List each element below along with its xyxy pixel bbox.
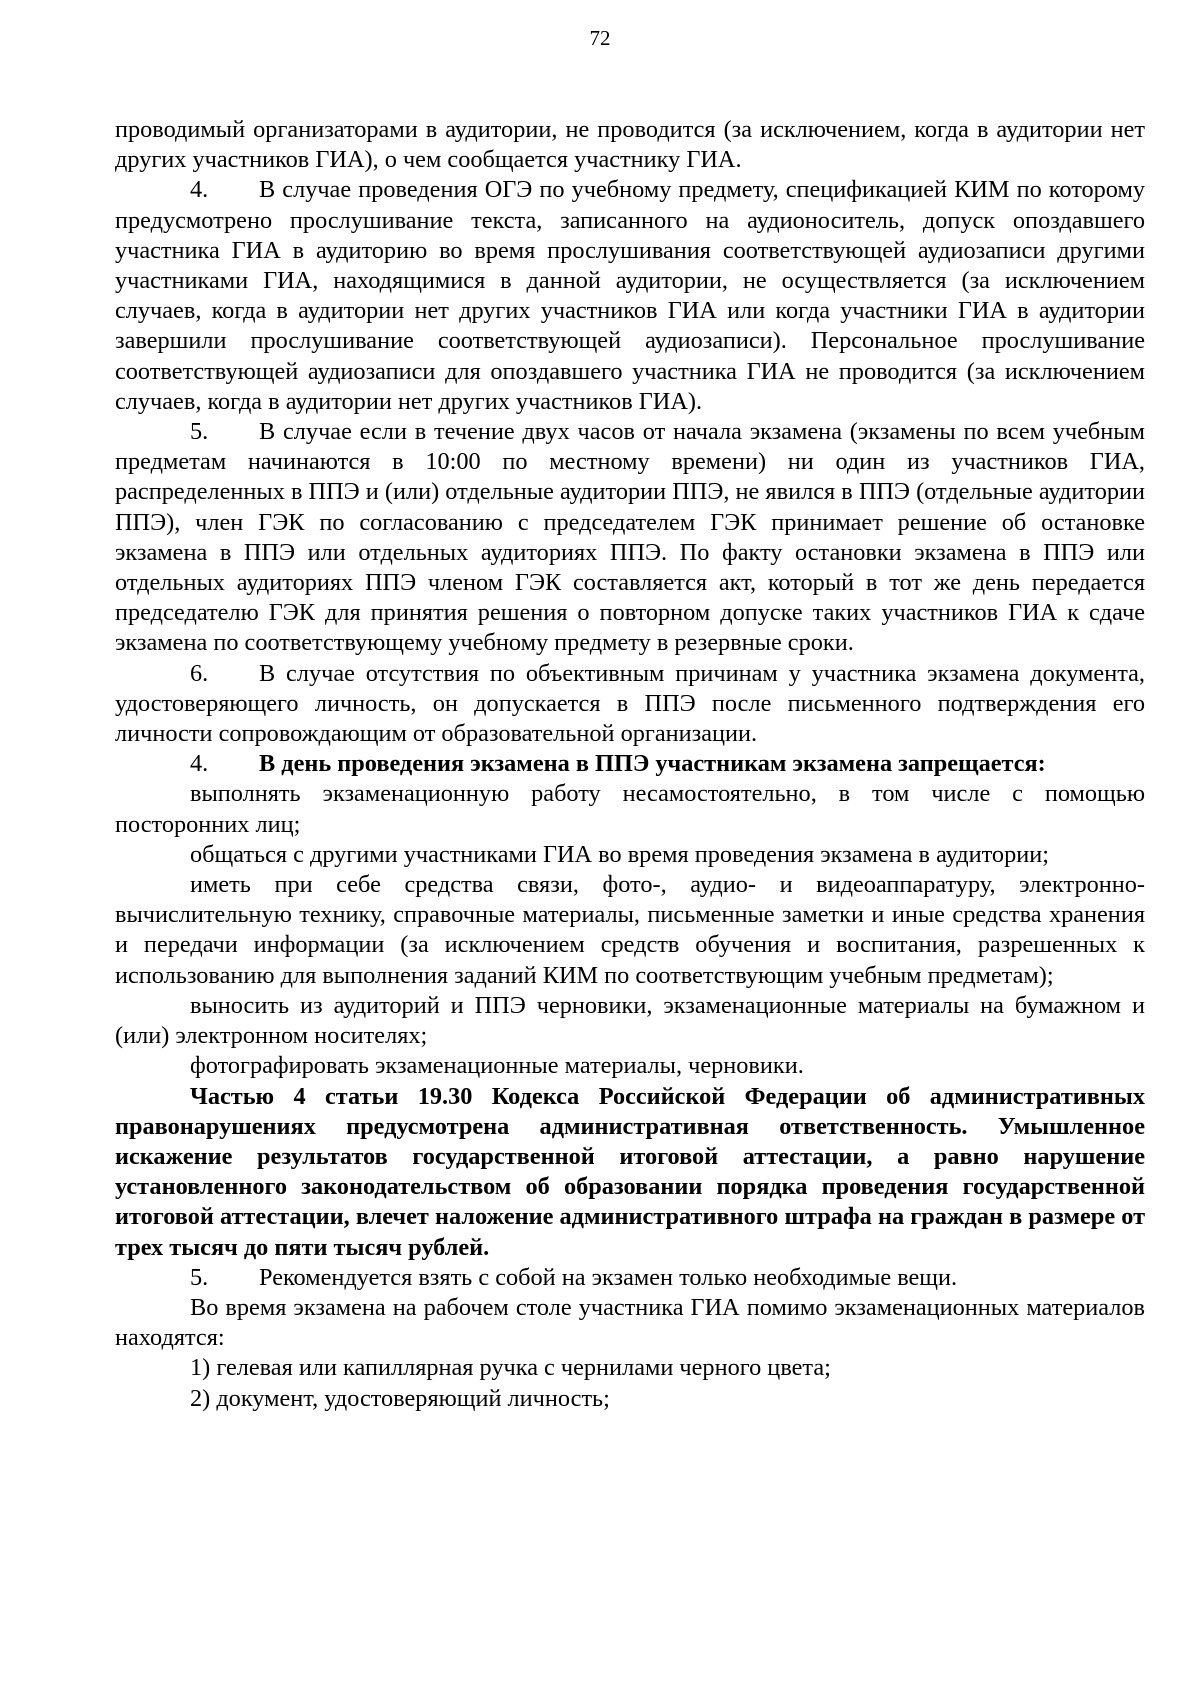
prohibition-item: общаться с другими участниками ГИА во время проведения экзамена в аудитории; (190, 840, 1049, 868)
item-number: 6. (190, 659, 209, 687)
paragraph-text: В случае проведения ОГЭ по учебному предмету, спецификацией КИМ по которому предусмотрено прослушивание текста, записанного на аудионоситель, допуск опоздавшего участника ГИА в аудиторию во время прослушивания соответствующей аудиозаписи другими участниками ГИА, находящимися в данной аудитории, не осуществляется (за исключением случаев, когда в аудитории нет других участников ГИА или когда участники ГИА в аудитории завершили прослушивание соответствующей аудиозаписи). Персональное прослушивание соответствующей аудиозаписи для опоздавшего участника ГИА не проводится (за исключением случаев, когда в аудитории нет других участников ГИА). (115, 176, 1145, 415)
paragraph-item-5-exam-stop (115, 417, 1145, 659)
paragraph-item-5-recommendation (115, 1263, 1145, 1293)
prohibition-item: выполнять экзаменационную работу несамостоятельно, в том числе с помощью посторонних лиц; (115, 780, 1145, 838)
prohibitions-heading: В день проведения экзамена в ППЭ участникам экзамена запрещается: (259, 750, 1046, 778)
paragraph-item-4-prohibitions-heading (115, 749, 1145, 779)
desk-item: 2) документ, удостоверяющий личность; (190, 1384, 610, 1412)
document-body (115, 115, 1145, 1414)
paragraph-continuation: проводимый организаторами в аудитории, не проводится (за исключением, когда в аудитории нет других участников ГИА), о чем сообщается участнику ГИА. (115, 116, 1145, 174)
paragraph-text: Рекомендуется взять с собой на экзамен только необходимые вещи. (259, 1263, 958, 1291)
item-number: 4. (190, 176, 209, 204)
prohibition-item: фотографировать экзаменационные материалы, черновики. (190, 1052, 804, 1080)
item-number: 5. (190, 1263, 209, 1291)
desk-items-intro: Во время экзамена на рабочем столе участника ГИА помимо экзаменационных материалов находятся: (115, 1293, 1145, 1352)
paragraph-text: В случае отсутствия по объективным причинам у участника экзамена документа, удостоверяющего личность, он допускается в ППЭ после письменного подтверждения его личности сопровождающим от образовательной организации. (115, 659, 1145, 748)
prohibition-item: выносить из аудиторий и ППЭ черновики, экзаменационные материалы на бумажном и (или) электронном носителях; (115, 991, 1145, 1050)
paragraph-item-4-audio (115, 175, 1145, 417)
page-number: 72 (589, 26, 611, 50)
paragraph-item-6-identity (115, 659, 1145, 750)
prohibition-item: иметь при себе средства связи, фото-, аудио- и видеоаппаратуру, электронно-вычислительную технику, справочные материалы, письменные заметки и иные средства хранения и передачи информации (за исключением средств обучения и воспитания, разрешенных к использованию для выполнения заданий КИМ по соответствующим учебным предметам); (115, 871, 1145, 989)
item-number: 5. (190, 418, 209, 446)
legal-liability-notice: Частью 4 статьи 19.30 Кодекса Российской Федерации об административных правонарушениях предусмотрена административная ответственность. Умышленное искажение результатов государственной итоговой аттестации, а равно нарушение установленного законодательством об образовании порядка проведения государственной итоговой аттестации, влечет наложение административного штрафа на граждан в размере от трех тысяч до пяти тысяч рублей. (115, 1082, 1145, 1261)
paragraph-text: В случае если в течение двух часов от начала экзамена (экзамены по всем учебным предметам начинаются в 10:00 по местному времени) ни один из участников ГИА, распределенных в ППЭ и (или) отдельные аудитории ППЭ, не явился в ППЭ (отдельные аудитории ППЭ), член ГЭК по согласованию с председателем ГЭК принимает решение об остановке экзамена в ППЭ или отдельных аудиториях ППЭ. По факту остановки экзамена в ППЭ или отдельных аудиториях ППЭ членом ГЭК составляется акт, который в тот же день передается председателю ГЭК для принятия решения о повторном допуске таких участников ГИА к сдаче экзамена по соответствующему учебному предмету в резервные сроки. (115, 418, 1145, 657)
desk-item: 1) гелевая или капиллярная ручка с чернилами черного цвета; (190, 1354, 831, 1382)
item-number: 4. (190, 750, 209, 778)
